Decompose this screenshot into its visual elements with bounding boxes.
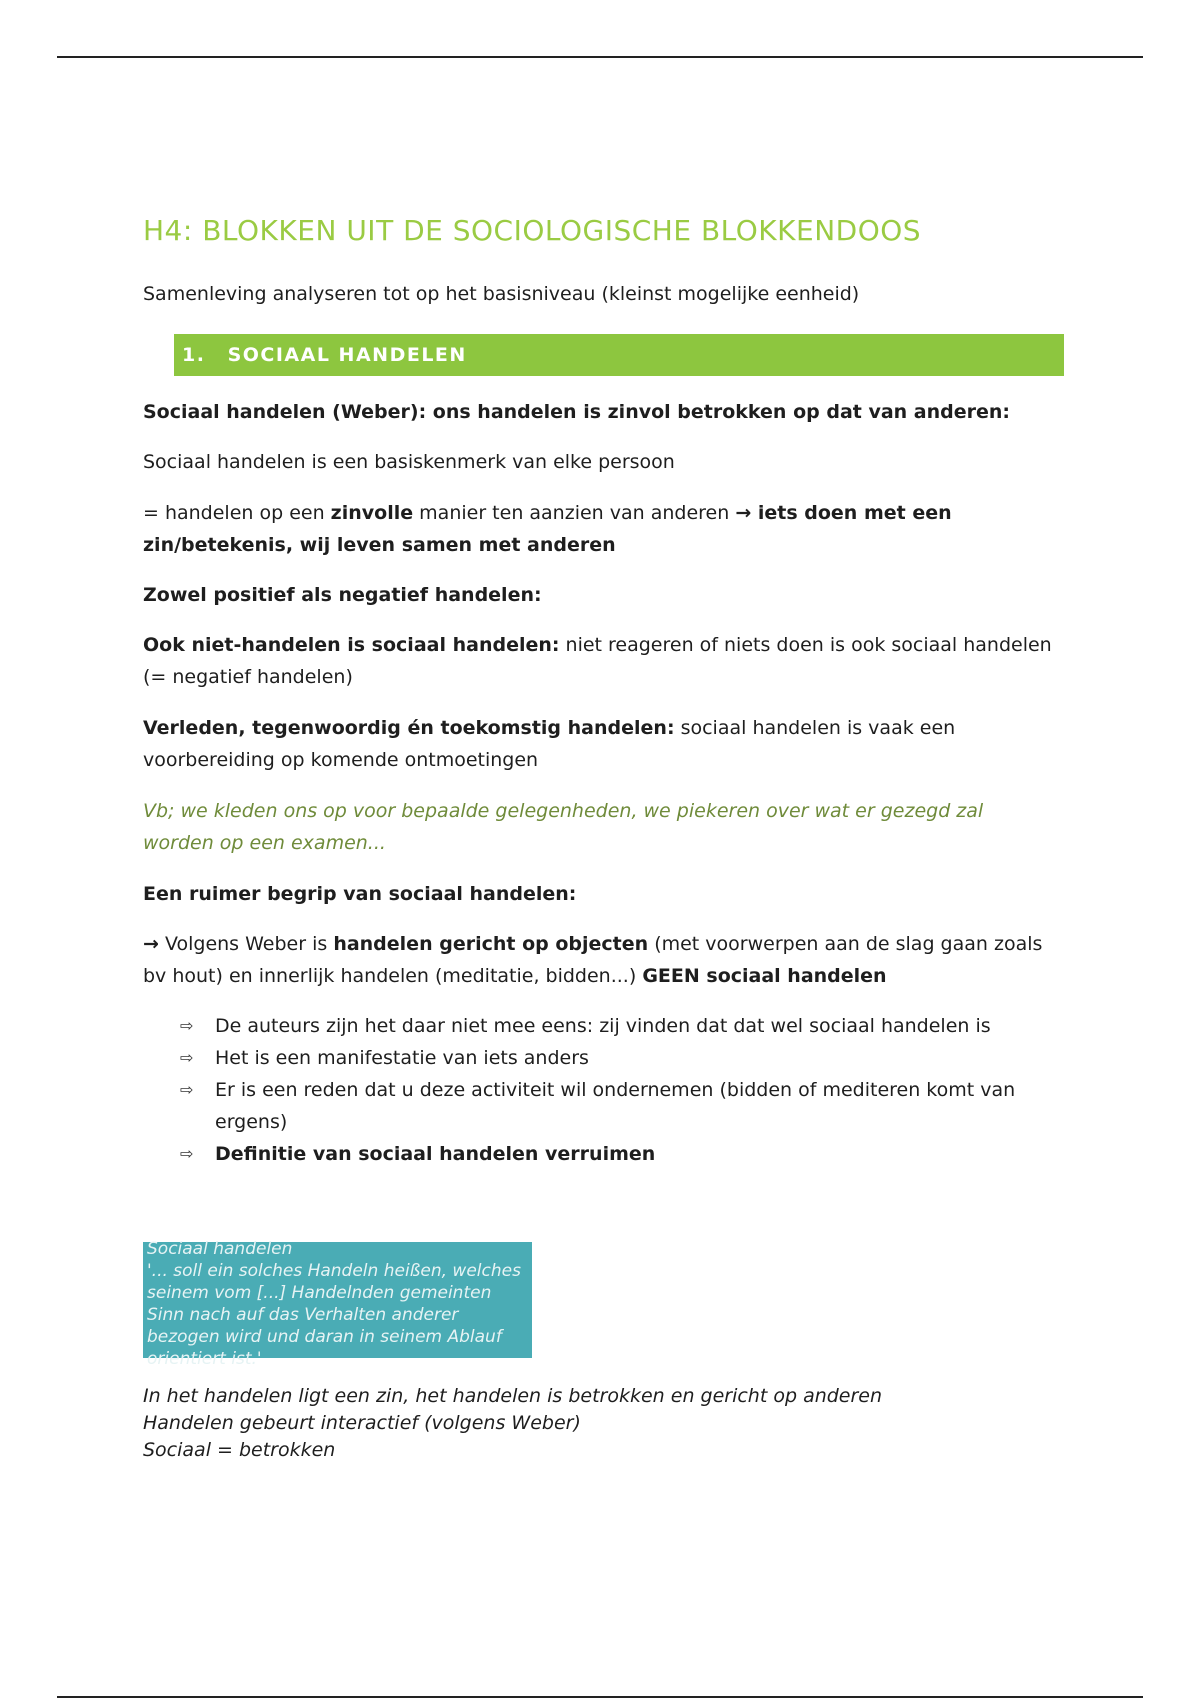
meaning-middle: manier ten aanzien van anderen — [413, 502, 736, 524]
outline-arrow-icon: ⇨ — [180, 1048, 194, 1067]
outline-arrow-icon: ⇨ — [180, 1016, 194, 1035]
weber-prefix: Volgens Weber is — [158, 933, 334, 955]
bottom-rule — [57, 1696, 1143, 1698]
page-title: H4: BLOKKEN UIT DE SOCIOLOGISCHE BLOKKENDOOS — [143, 214, 922, 247]
list-item-text: Het is een manifestatie van iets anders — [215, 1047, 589, 1069]
pos-neg-heading: Zowel positief als negatief handelen: — [143, 584, 542, 606]
right-arrow-icon: → — [735, 502, 752, 524]
closing-line: Sociaal = betrokken — [143, 1439, 336, 1461]
non-action-bold: Ook niet-handelen is sociaal handelen: — [143, 634, 560, 656]
meaning-prefix: = handelen op een — [143, 502, 331, 524]
weber-view-paragraph — [143, 928, 1058, 992]
section-number: 1. — [182, 344, 206, 366]
list-item — [180, 1010, 1080, 1042]
definition-heading: Sociaal handelen (Weber): ons handelen is zinvol betrokken op dat van anderen: — [143, 401, 1011, 423]
closing-line: In het handelen ligt een zin, het handelen is betrokken en gericht op anderen — [143, 1385, 883, 1407]
section-heading-bar — [174, 334, 1064, 376]
weber-quote-box — [143, 1239, 532, 1369]
non-action-paragraph — [143, 629, 1058, 693]
list-item — [180, 1042, 1080, 1074]
argument-list — [180, 1010, 1080, 1170]
time-paragraph — [143, 712, 1058, 776]
outline-arrow-icon: ⇨ — [180, 1144, 194, 1163]
right-arrow-icon: → — [143, 933, 159, 955]
list-item-text: Definitie van sociaal handelen verruimen — [215, 1143, 656, 1165]
top-rule — [57, 56, 1143, 58]
meaning-paragraph — [143, 497, 1058, 561]
broader-heading: Een ruimer begrip van sociaal handelen: — [143, 883, 577, 905]
basic-trait-text: Sociaal handelen is een basiskenmerk van elke persoon — [143, 451, 675, 473]
list-item-text: Er is een reden dat u deze activiteit wil ondernemen (bidden of mediteren komt van ergens) — [215, 1079, 1016, 1133]
quote-text: '... soll ein solches Handeln heißen, welches seinem vom [...] Handelnden gemeinten Sinn nach auf das Verhalten anderer bezogen wird und daran in seinem Ablauf orientiert ist.' — [147, 1261, 521, 1369]
weber-bold-objects: handelen gericht op objecten — [333, 933, 649, 955]
time-bold: Verleden, tegenwoordig én toekomstig handelen: — [143, 717, 675, 739]
list-item — [180, 1138, 1080, 1170]
example-text: Vb; we kleden ons op voor bepaalde gelegenheden, we piekeren over wat er gezegd zal worden op een examen... — [143, 800, 984, 854]
outline-arrow-icon: ⇨ — [180, 1080, 194, 1099]
time-text: sociaal handelen is vaak een voorbereiding op komende ontmoetingen — [143, 717, 956, 771]
closing-line: Handelen gebeurt interactief (volgens Weber) — [143, 1412, 581, 1434]
weber-bold-not-social: GEEN sociaal handelen — [642, 965, 887, 987]
list-item-text: De auteurs zijn het daar niet mee eens: zij vinden dat dat wel sociaal handelen is — [215, 1015, 991, 1037]
closing-notes — [143, 1383, 1058, 1464]
non-action-text: niet reageren of niets doen is ook sociaal handelen (= negatief handelen) — [143, 634, 1052, 688]
weber-middle: (met voorwerpen aan de slag gaan zoals bv hout) en innerlijk handelen (meditatie, bidden...) — [143, 933, 1043, 987]
section-label: SOCIAAL HANDELEN — [227, 344, 467, 366]
quote-title: Sociaal handelen — [147, 1239, 293, 1259]
meaning-bold-zinvolle: zinvolle — [330, 502, 414, 524]
meaning-bold-conclusion: iets doen met een zin/betekenis, wij leven samen met anderen — [143, 502, 952, 556]
list-item — [180, 1074, 1080, 1138]
intro-text: Samenleving analyseren tot op het basisniveau (kleinst mogelijke eenheid) — [143, 283, 860, 305]
